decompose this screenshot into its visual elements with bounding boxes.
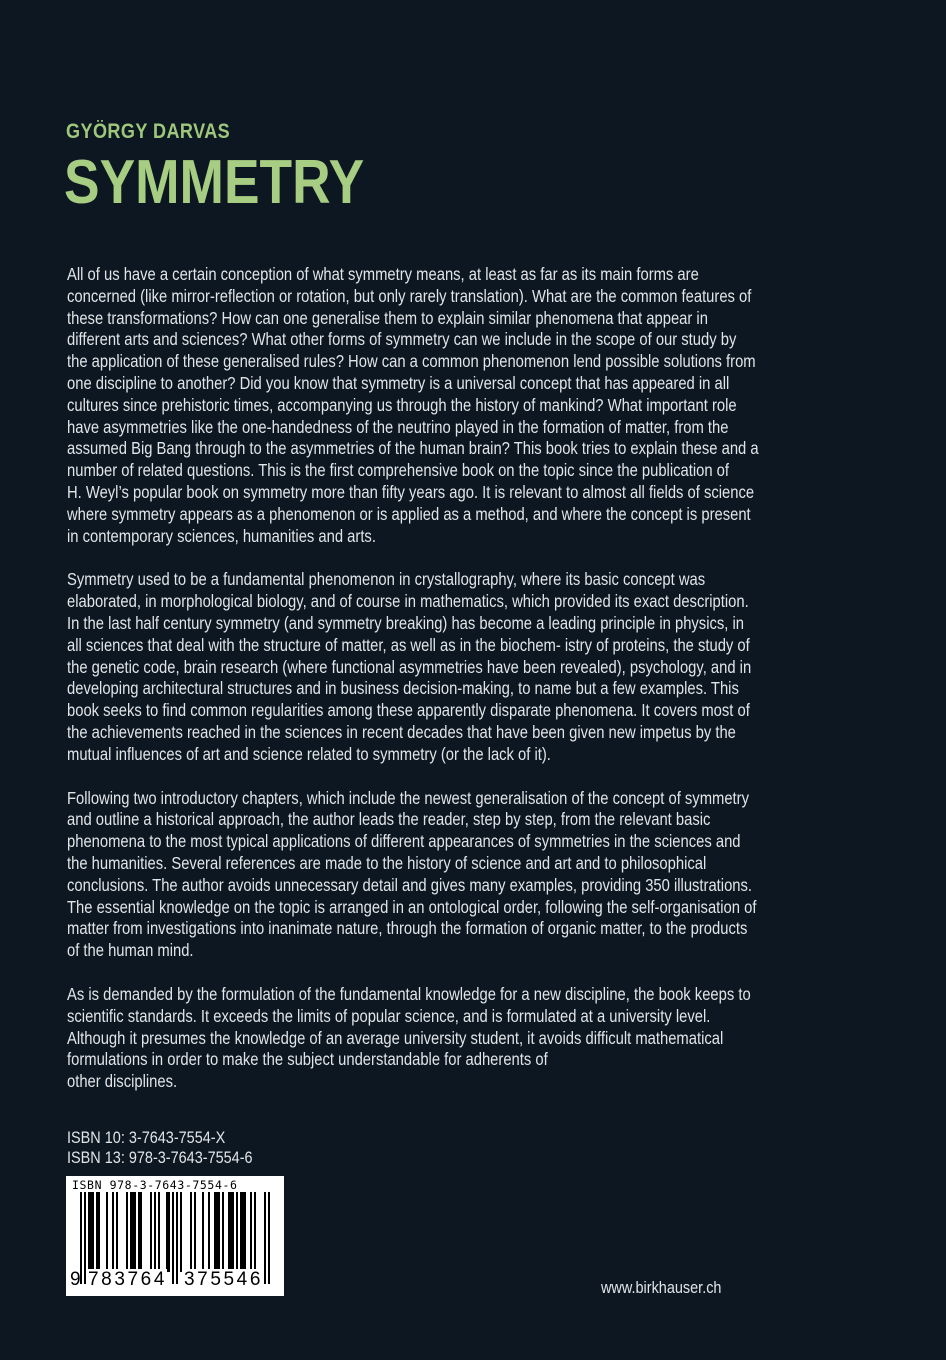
barcode-bar: [138, 1192, 140, 1272]
barcode-bar: [90, 1192, 92, 1272]
barcode-bar: [250, 1192, 252, 1272]
barcode-bar: [132, 1192, 134, 1272]
barcode-isbn-text: ISBN 978-3-7643-7554-6: [72, 1178, 238, 1192]
barcode-bar: [130, 1192, 132, 1272]
blurb-paragraph-3: Following two introductory chapters, which include the newest generalisation of the concept of symmetry and outline a historical approach, the author leads the reader, step by step, from the relevant basic phenomena to the most typical applications of different appearances of symmetries in the sciences and the humanities. Several references are made to the history of science and art and to philosophical conclusions. The author avoids unnecessary detail and gives many examples, providing 350 illustrations. The essential knowledge on the topic is arranged in an ontological order, following the self-organisation of matter from investigations into inanimate nature, through the formation of organic matter, to the products of the human mind.: [67, 787, 757, 961]
barcode-first-digit: 9: [70, 1269, 81, 1290]
barcode: [66, 1176, 284, 1296]
barcode-bar: [214, 1192, 216, 1272]
isbn-13: ISBN 13: 978-3-7643-7554-6: [67, 1148, 253, 1167]
blurb-text: [67, 264, 927, 1115]
isbn-10: ISBN 10: 3-7643-7554-X: [67, 1128, 226, 1147]
barcode-bar: [150, 1192, 152, 1272]
barcode-bar: [228, 1192, 230, 1272]
barcode-bar: [242, 1192, 244, 1272]
author-name: GYÖRGY DARVAS: [66, 120, 231, 143]
barcode-bar: [140, 1192, 142, 1272]
book-title: SYMMETRY: [64, 148, 365, 217]
barcode-bar: [240, 1192, 242, 1272]
isbn-block: [67, 1128, 253, 1168]
barcode-bar: [88, 1192, 90, 1272]
barcode-bar: [92, 1192, 94, 1272]
barcode-bar: [98, 1192, 100, 1272]
barcode-bar: [218, 1192, 220, 1272]
barcode-bar: [166, 1192, 168, 1272]
barcode-bar: [236, 1192, 238, 1272]
barcode-bar: [208, 1192, 210, 1272]
barcode-bar: [230, 1192, 232, 1272]
barcode-bar: [254, 1192, 256, 1272]
barcode-bar: [154, 1192, 156, 1272]
barcode-bar: [112, 1192, 114, 1272]
barcode-bar: [202, 1192, 204, 1272]
barcode-digits: [66, 1269, 284, 1295]
barcode-bar: [244, 1192, 246, 1272]
barcode-bar: [222, 1192, 224, 1272]
blurb-paragraph-2: Symmetry used to be a fundamental phenomenon in crystallography, where its basic concept was elaborated, in morphological biology, and of course in mathematics, which provided its exact description. In the last half century symmetry (and symmetry breaking) has become a leading principle in physics, in all sciences that deal with the structure of matter, as well as in the biochem- istry of proteins, the study of the genetic code, brain research (where functional asymmetries have been revealed), psychology, and in developing architectural structures and in business decision-making, to name but a few examples. This book seeks to find common regularities among these apparently disparate phenomena. It covers most of the achievements reached in the sciences in recent decades that have been given new impetus by the mutual influences of art and science related to symmetry (or the lack of it).: [67, 569, 752, 764]
barcode-bar: [232, 1192, 234, 1272]
barcode-bar: [158, 1192, 160, 1272]
blurb-paragraph-4: As is demanded by the formulation of the fundamental knowledge for a new discipline, the book keeps to scientific standards. It exceeds the limits of popular science, and is formulated at a university level. Although it presumes the knowledge of an average university student, it avoids difficult mathematical formulations in order to make the subject understandable for adherents of other disciplines.: [67, 983, 751, 1092]
barcode-bar: [116, 1192, 118, 1272]
publisher-website[interactable]: www.birkhauser.ch: [601, 1278, 722, 1297]
barcode-bar: [96, 1192, 98, 1272]
barcode-bar: [190, 1192, 192, 1272]
barcode-bar: [134, 1192, 136, 1272]
barcode-bar: [216, 1192, 218, 1272]
barcode-bar: [168, 1192, 170, 1272]
barcode-bar: [180, 1192, 182, 1272]
barcode-bar: [106, 1192, 108, 1272]
barcode-left-digits: 783764: [88, 1269, 168, 1290]
barcode-bar: [126, 1192, 128, 1272]
blurb-paragraph-1: All of us have a certain conception of what symmetry means, at least as far as its main forms are concerned (like mirror-reflection or rotation, but only rarely translation). What are the common features of these transformations? How can one generalise them to explain similar phenomena that appear in different arts and sciences? What other forms of symmetry can we include in the scope of our study by the application of these generalised rules? How can a common phenomenon lend possible solutions from one discipline to another? Did you know that symmetry is a universal concept that has appeared in all cultures since prehistoric times, accompanying us through the history of mankind? What important role have asymmetries like the one-handedness of the neutrino played in the formation of matter, from the assumed Big Bang through to the asymmetries of the human brain? This book tries to explain these and a number of related questions. This is the first comprehensive book on the topic since the publication of H. Weyl’s popular book on symmetry more than fifty years ago. It is relevant to almost all fields of science where symmetry appears as a phenomenon or is applied as a method, and where the concept is present in contemporary sciences, humanities and arts.: [67, 264, 759, 546]
barcode-right-digits: 375546: [184, 1269, 264, 1290]
barcode-bar: [194, 1192, 196, 1272]
